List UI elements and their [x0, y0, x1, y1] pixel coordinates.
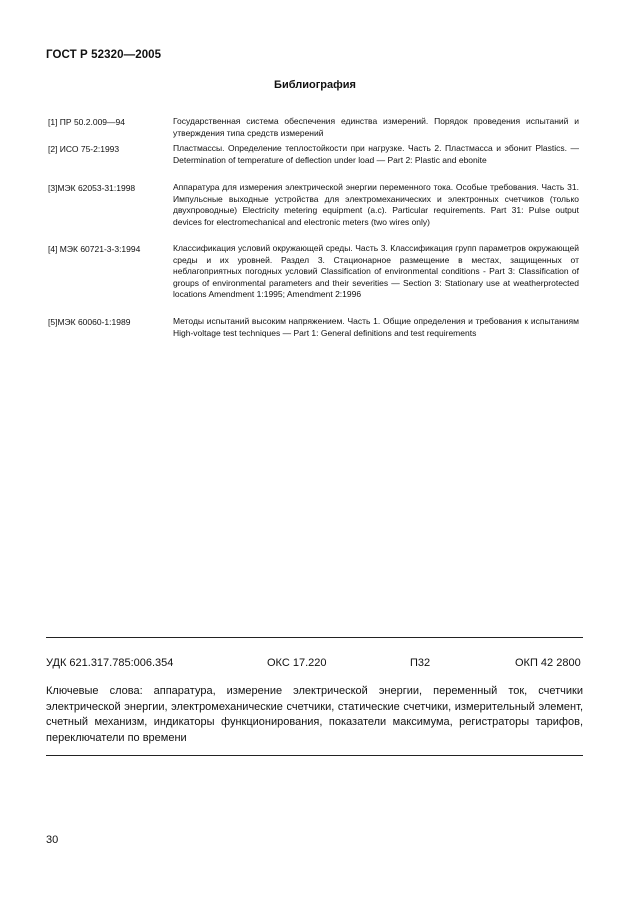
page-number: 30	[46, 834, 59, 846]
bibliography-entry-text: Классификация условий окружающей среды. Часть 3. Классификация групп параметров окружающей среды и их уровней. Раздел 3. Стационарное размещение в местах, защищенных от неблагоприятных погодных условий Classification of environmental conditions - Part 3: Classification of groups of environmental parameters and their severities — Section 3: Stationary use at weatherprotected locations Amendment 1:1995; Amendment 2:1996	[173, 243, 579, 299]
bottom-divider	[46, 755, 583, 756]
bibliography-title: Библиография	[274, 79, 356, 91]
bibliography-entry-code: [5]МЭК 60060-1:1989	[48, 317, 131, 327]
bibliography-entry-code: [1] ПР 50.2.009—94	[48, 117, 125, 127]
keywords-paragraph: Ключевые слова: аппаратура, измерение электрической энергии, переменный ток, счетчики электрической энергии, электромеханические счетчики, статические счетчики, измерительный элемент, счетный механизм, индикаторы функционирования, показатели максимума, регистраторы тарифов, переключатели по времени	[46, 685, 583, 744]
bibliography-entry-code: [2] ИСО 75-2:1993	[48, 144, 120, 154]
bibliography-entry-text: Пластмассы. Определение теплостойкости при нагрузке. Часть 2. Пластмасса и эбонит Plastics. — Determination of temperature of deflection under load — Part 2: Plastic and ebonite	[173, 143, 579, 165]
bibliography-entry-text: Государственная система обеспечения единства измерений. Порядок проведения испытаний и утверждения типа средств измерений	[173, 116, 579, 138]
bibliography-entry-text: Методы испытаний высоким напряжением. Часть 1. Общие определения и требования к испытаниям High-voltage test techniques — Part 1: General definitions and test requirements	[173, 316, 579, 338]
bibliography-entry-code: [4] МЭК 60721-3-3:1994	[48, 244, 141, 254]
document-code: ГОСТ Р 52320—2005	[46, 49, 162, 61]
bibliography-entry-code: [3]МЭК 62053-31:1998	[48, 183, 136, 193]
oks-code: ОКС 17.220	[267, 657, 327, 669]
bibliography-entry-text: Аппаратура для измерения электрической энергии переменного тока. Особые требования. Часть 31. Импульсные выходные устройства для электромеханических и электронных счетчиков (только двухпроводные) Electricity metering equipment (a.c). Particular requirements. Part 31: Pulse output devices for electromechanical and electronic meters (two wires only)	[173, 182, 579, 227]
top-divider	[46, 637, 583, 638]
group-code: П32	[410, 657, 431, 669]
okp-code: ОКП 42 2800	[515, 657, 581, 669]
udk-code: УДК 621.317.785:006.354	[46, 657, 174, 669]
